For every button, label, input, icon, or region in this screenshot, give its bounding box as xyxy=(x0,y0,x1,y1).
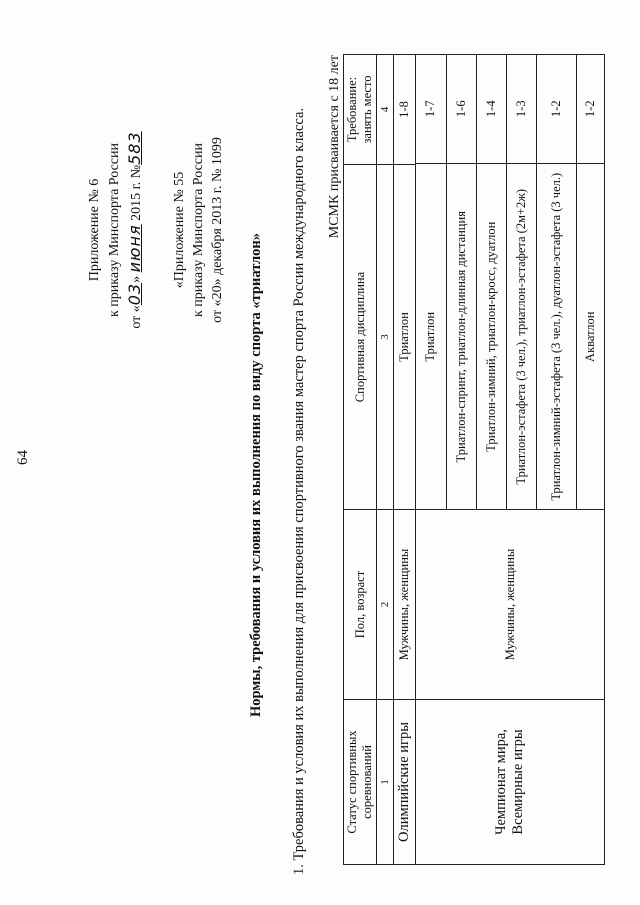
header-gender: Пол, возраст xyxy=(344,510,377,700)
worlds-subtable xyxy=(416,54,604,509)
appendix-date: от «03» июня 2015 г. №583 xyxy=(125,131,144,329)
table-row-olympic: Олимпийские игры Мужчины, женщины Триатлон 1-8 xyxy=(394,55,416,865)
table-number-row: 1 2 3 4 xyxy=(377,55,394,865)
header-discipline: Спортивная дисциплина xyxy=(344,165,377,510)
table-row-worlds: Чемпионат мира, Всемирные игры Мужчины, женщины Триатлон 1-7 Триатлон-спринт, триатлон-длинная дистанция 1-6 Триатлон-зимний, триатлон-кросс, дуатлон 1-4 Триатлон-эстафета (3 чел.), триатлон-эстафета (2м+2ж) 1-3 Триатлон-зимний-эстафета (3 чел.), дуатлон-эстафета (3 чел.) 1-2 Акватлон 1-2 xyxy=(416,55,605,865)
table-row: Триатлон-зимний, триатлон-кросс, дуатлон 1-4 xyxy=(476,54,506,509)
msmk-note: МСМК присваивается с 18 лет xyxy=(327,55,342,239)
header-status: Статус спортивных соревнований xyxy=(344,700,377,865)
appendix-order: к приказу Минспорта России xyxy=(107,143,122,317)
header-place: Требование: занять место xyxy=(344,55,377,165)
table-row: Триатлон-зимний-эстафета (3 чел.), дуатлон-эстафета (3 чел.) 1-2 xyxy=(536,54,576,509)
table-row: Акватлон 1-2 xyxy=(576,54,604,509)
requirements-table xyxy=(343,54,605,865)
appendix-title: Приложение № 6 xyxy=(87,178,102,282)
handwritten-day: 03 xyxy=(125,282,144,306)
handwritten-month: июня xyxy=(125,224,144,273)
previous-appendix-block: «Приложение № 55 к приказу Минспорта России от «20» декабря 2013 г. № 1099 xyxy=(172,137,225,323)
table-row: Триатлон-спринт, триатлон-длинная дистанция 1-6 xyxy=(446,54,476,509)
table-header-row xyxy=(344,55,377,865)
table-row: Триатлон-эстафета (3 чел.), триатлон-эстафета (2м+2ж) 1-3 xyxy=(506,54,536,509)
document-heading: Нормы, требования и условия их выполнения по виду спорта «триатлон» xyxy=(248,233,264,717)
handwritten-number: 583 xyxy=(125,131,144,165)
appendix-block xyxy=(85,105,147,355)
table-row: Триатлон 1-7 xyxy=(416,54,446,509)
intro-paragraph: 1. Требования и условия их выполнения для присвоения спортивного звания мастер спорта России международного класса. xyxy=(291,107,307,875)
page-number: 64 xyxy=(15,450,31,465)
